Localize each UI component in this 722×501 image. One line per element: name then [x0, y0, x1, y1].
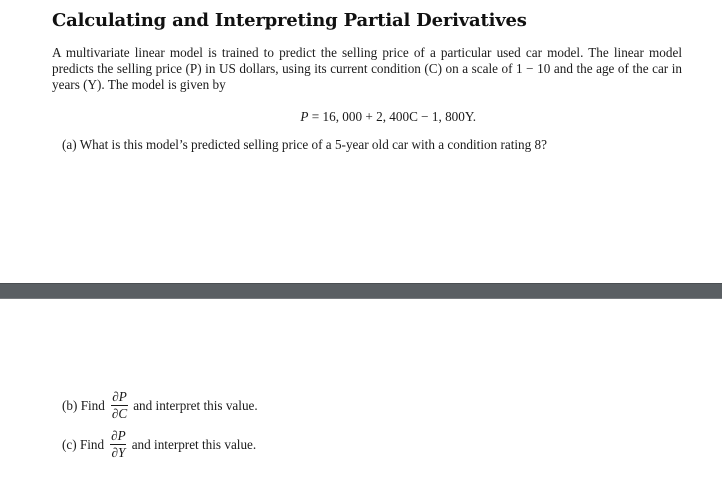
- question-c-label: (c): [62, 436, 77, 452]
- question-b-find: Find: [80, 397, 105, 413]
- fraction-denominator: ∂Y: [111, 445, 126, 460]
- intro-paragraph: A multivariate linear model is trained to predict the selling price of a particular used car model. The linear model predicts the selling price (P) in US dollars, using its current condition (C) on a scale of 1 − 10 and the age of the car in years (Y). The model is given by: [52, 45, 682, 92]
- question-c: [62, 429, 256, 460]
- page-divider: [0, 283, 722, 299]
- question-c-find: Find: [79, 436, 105, 452]
- fraction-denominator: ∂C: [111, 406, 128, 421]
- question-a-label: (a): [62, 137, 77, 152]
- fraction-numerator: ∂P: [111, 428, 126, 443]
- question-b-label: (b): [62, 397, 78, 413]
- model-equation: [52, 109, 476, 125]
- question-a-text: What is this model’s predicted selling price of a 5-year old car with a condition rating 8?: [79, 137, 547, 152]
- equation-rhs: = 16, 000 + 2, 400C − 1, 800Y.: [308, 109, 476, 124]
- partial-p-c-fraction: [111, 390, 128, 421]
- partial-p-y-fraction: [110, 429, 127, 460]
- question-c-suffix: and interpret this value.: [131, 436, 257, 452]
- question-b: [62, 390, 258, 421]
- page-title: Calculating and Interpreting Partial Derivatives: [52, 10, 527, 31]
- equation-lhs: P: [300, 109, 309, 124]
- fraction-numerator: ∂P: [112, 389, 127, 404]
- question-b-suffix: and interpret this value.: [133, 397, 258, 413]
- question-a: [62, 137, 547, 153]
